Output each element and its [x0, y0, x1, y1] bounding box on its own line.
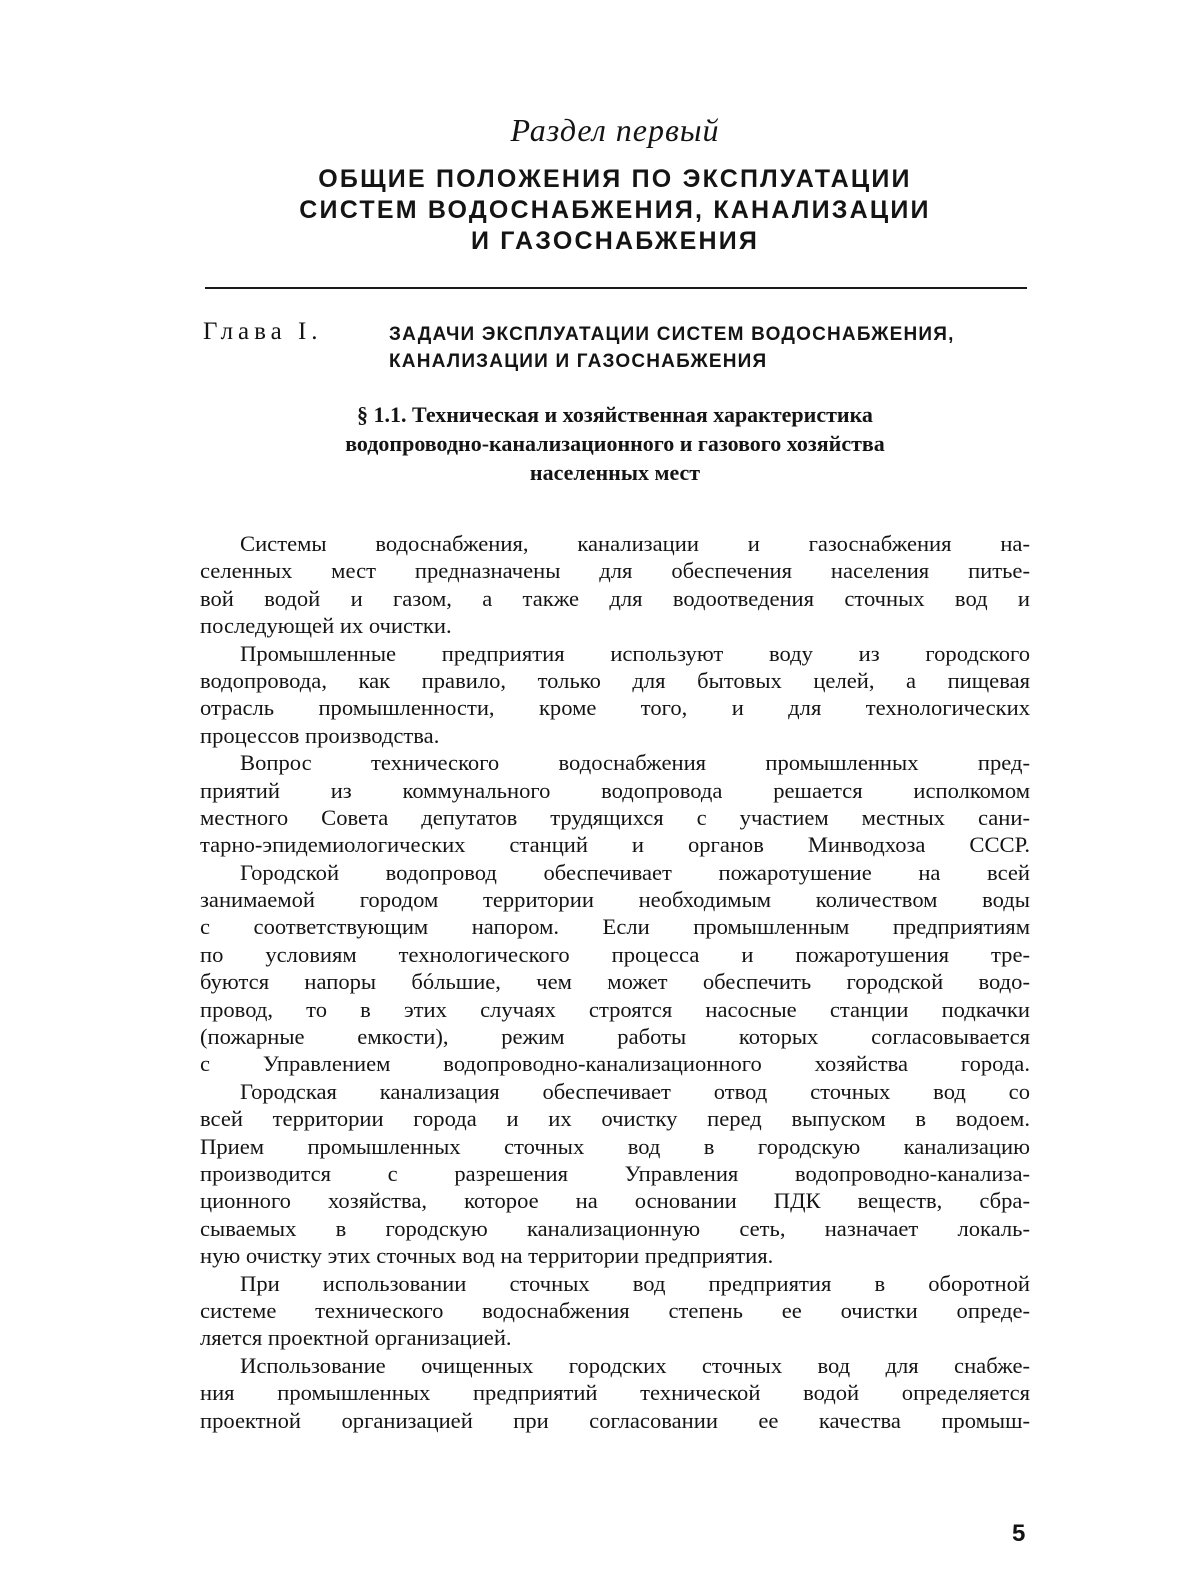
- body-line: производится с разрешения Управления водопроводно-канализа-: [200, 1160, 1030, 1186]
- chapter-title-line: ЗАДАЧИ ЭКСПЛУАТАЦИИ СИСТЕМ ВОДОСНАБЖЕНИЯ,: [389, 324, 955, 345]
- body-line: по условиям технологического процесса и пожаротушения тре-: [200, 941, 1030, 967]
- paragraph-heading-line: § 1.1. Техническая и хозяйственная характеристика: [357, 402, 873, 427]
- body-line: всей территории города и их очистку перед выпуском в водоем.: [200, 1106, 1030, 1132]
- paragraph-heading: [260, 400, 970, 487]
- body-line: занимаемой городом территории необходимым количеством воды: [200, 887, 1030, 913]
- body-line: буются напоры бóльшие, чем может обеспечить городской водо-: [200, 969, 1030, 995]
- chapter-label: Глава I.: [203, 318, 323, 345]
- page-number: 5: [1012, 1520, 1026, 1547]
- body-line: Городской водопровод обеспечивает пожаротушение на всей: [240, 859, 1030, 885]
- body-line: водопровода, как правило, только для бытовых целей, а пищевая: [200, 667, 1030, 693]
- paragraph-heading-line: населенных мест: [529, 460, 701, 485]
- section-heading-line: ОБЩИЕ ПОЛОЖЕНИЯ ПО ЭКСПЛУАТАЦИИ: [318, 165, 912, 193]
- body-line: с Управлением водопроводно-канализационного хозяйства города.: [200, 1051, 1030, 1077]
- section-heading-line: СИСТЕМ ВОДОСНАБЖЕНИЯ, КАНАЛИЗАЦИИ: [299, 196, 931, 224]
- body-line: ния промышленных предприятий технической водой определяется: [200, 1380, 1030, 1406]
- body-line: тарно-эпидемиологических станций и органов Минводхоза СССР.: [200, 832, 1030, 858]
- body-line: системе технического водоснабжения степень ее очистки опреде-: [200, 1297, 1030, 1323]
- body-line: ционного хозяйства, которое на основании ПДК веществ, сбра-: [200, 1188, 1030, 1214]
- section-title: Раздел первый: [510, 112, 720, 148]
- chapter-title: [389, 321, 955, 375]
- body-line: сываемых в городскую канализационную сеть, назначает локаль-: [200, 1215, 1030, 1241]
- body-line: Промышленные предприятия используют воду из городского: [240, 640, 1030, 666]
- body-line: Вопрос технического водоснабжения промышленных пред-: [240, 750, 1030, 776]
- section-heading-line: И ГАЗОСНАБЖЕНИЯ: [470, 227, 760, 255]
- paragraph-heading-line: водопроводно-канализационного и газового хозяйства: [345, 431, 885, 456]
- body-line: селенных мест предназначены для обеспечения населения питье-: [200, 558, 1030, 584]
- section-heading: [200, 164, 1030, 257]
- body-line: приятий из коммунального водопровода решается исполкомом: [200, 777, 1030, 803]
- body-line: (пожарные емкости), режим работы которых согласовывается: [200, 1024, 1030, 1050]
- body-line: ляется проектной организацией.: [200, 1325, 512, 1351]
- chapter-title-line: КАНАЛИЗАЦИИ И ГАЗОСНАБЖЕНИЯ: [389, 351, 768, 372]
- body-line: последующей их очистки.: [200, 613, 452, 639]
- body-line: При использовании сточных вод предприятия в оборотной: [240, 1270, 1030, 1296]
- body-line: местного Совета депутатов трудящихся с участием местных сани-: [200, 804, 1030, 830]
- horizontal-divider: [205, 287, 1027, 289]
- body-line: проектной организацией при согласовании ее качества промыш-: [200, 1407, 1030, 1433]
- body-line: отрасль промышленности, кроме того, и для технологических: [200, 695, 1030, 721]
- body-line: Городская канализация обеспечивает отвод сточных вод со: [240, 1078, 1030, 1104]
- body-line: провод, то в этих случаях строятся насосные станции подкачки: [200, 996, 1030, 1022]
- body-line: ную очистку этих сточных вод на территории предприятия.: [200, 1243, 774, 1269]
- body-line: Системы водоснабжения, канализации и газоснабжения на-: [240, 531, 1030, 556]
- body-line: Использование очищенных городских сточных вод для снабже-: [240, 1352, 1030, 1378]
- body-text: [200, 530, 1030, 1434]
- body-line: вой водой и газом, а также для водоотведения сточных вод и: [200, 585, 1030, 611]
- body-line: процессов производства.: [200, 722, 440, 748]
- body-line: Прием промышленных сточных вод в городскую канализацию: [200, 1133, 1030, 1159]
- body-line: с соответствующим напором. Если промышленным предприятиям: [200, 914, 1030, 940]
